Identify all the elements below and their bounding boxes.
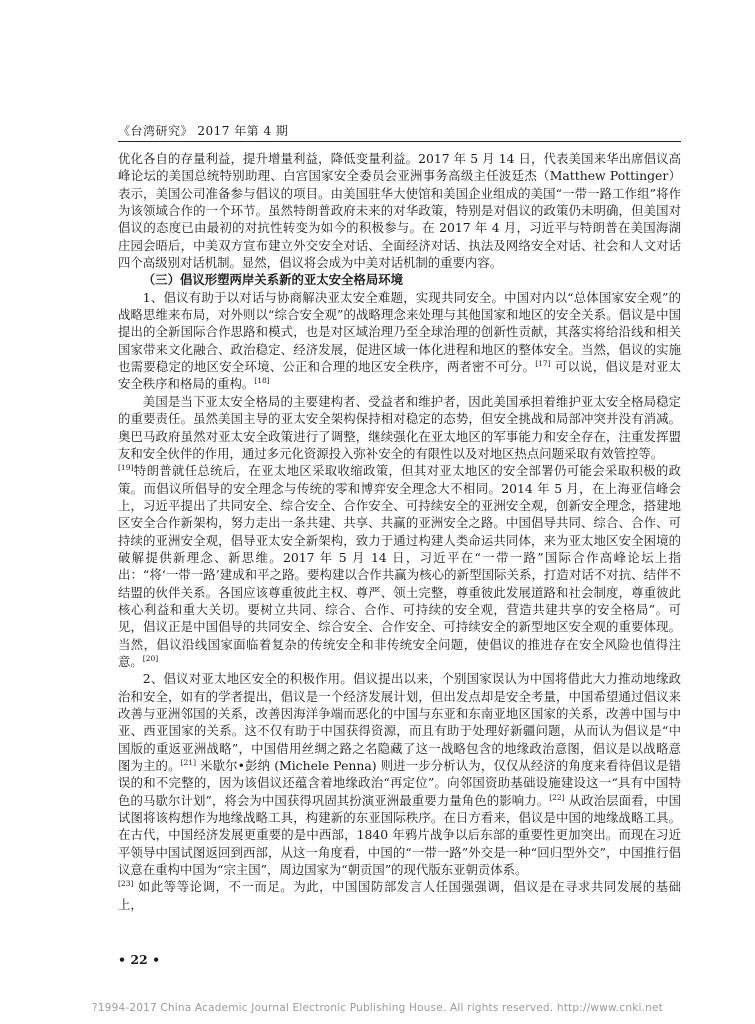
header-rule xyxy=(118,141,681,142)
paragraph-2-tail: 可以说，倡议是对亚太安全秩序和格局的重构。 xyxy=(118,359,681,392)
citation-19: [19] xyxy=(118,463,134,473)
citation-17: [17] xyxy=(535,359,551,368)
section-heading-3: （三）倡议形塑两岸关系新的亚太安全格局环境 xyxy=(142,272,403,288)
journal-header: 《台湾研究》 2017 年第 4 期 xyxy=(118,124,289,138)
paragraph-5-tail2: 从政治层面看，中国试图将该构想作为地缘战略工具，构建新的东亚国际秩序。在日方看来，倡议是中国的地缘战略工具。在古代，中国经济发展更重要的是中西部，1840 年鸦片战争以后东部的重要性更加突出。而现在习近平领导中国试图返回到西部，从这一角度看，中国的“一带一路”外交是一种“回归型外交”，中国推行倡议意在重构中国为“宗主国”，周边国家为“朝贡国”的现代版东亚朝贡体系。 xyxy=(118,792,681,878)
paragraph-4-text: 特朗普就任总统后，在亚太地区采取收缩政策，但其对亚太地区的安全部署仍可能会采取积极的政策。而倡议所倡导的安全理念与传统的零和博弈安全理念大不相同。2014 年 5 月，在上海亚信峰会上，习近平提出了共同安全、综合安全、合作安全、可持续安全的亚洲安全观，创新安全理念，搭建地区安全合作新架构，努力走出一条共建、共享、共赢的亚洲安全之路。中国倡导共同、综合、合作、可持续的亚洲安全观，倡导亚太安全新架构，致力于通过构建人类命运共同体，来为亚太地区安全困境的破解提供新理念、新思维。2017 年 5 月 14 日，习近平在“一带一路”国际合作高峰论坛上指出：“将‘一带一路’建成和平之路。要构建以合作共赢为核心的新型国际关系，打造对话不对抗、结伴不结盟的伙伴关系。各国应该尊重彼此主权、尊严、领土完整，尊重彼此发展道路和社会制度，尊重彼此核心利益和重大关切。要树立共同、综合、合作、可持续的安全观，营造共建共享的安全格局”。可见，倡议正是中国倡导的共同安全、综合安全、合作安全、可持续安全的新型地区安全观的重要体现。当然，倡议沿线国家面临着复杂的传统安全和非传统安全问题，使倡议的推进存在安全风险也值得注意。 xyxy=(118,463,681,669)
article-body xyxy=(118,150,681,913)
paragraph-5 xyxy=(118,670,681,878)
paragraph-6 xyxy=(118,878,681,913)
paragraph-3 xyxy=(118,393,681,462)
citation-22: [22] xyxy=(549,792,565,802)
paragraph-2 xyxy=(118,289,681,393)
paragraph-3-text: 美国是当下亚太安全格局的主要建构者、受益者和维护者，因此美国承担着维护亚太安全格局稳定的重要责任。虽然美国主导的亚太安全架构保持相对稳定的态势，但安全挑战和局部冲突并没有消减。奥巴马政府虽然对亚太安全政策进行了调整，继续强化在亚太地区的军事能力和安全存在，注重发挥盟友和安全伙伴的作用，通过多元化资源投入弥补安全的有限性以及对地区热点问题采取有效管控等。 xyxy=(118,393,681,461)
paragraph-4 xyxy=(118,462,681,670)
citation-21: [21] xyxy=(180,757,197,767)
paragraph-5-text: 2、倡议对亚太地区安全的积极作用。倡议提出以来，个别国家误认为中国将借此大力推动地缘政治和安全，如有的学者提出，倡议是一个经济发展计划，但出发点却是安全考量，中国希望通过倡议来改善与亚洲邻国的关系，改善因海洋争端而恶化的中国与东亚和东南亚地区国家的关系，改善中国与中亚、西亚国家的关系。这不仅有助于中国获得资源，而且有助于处理好新疆问题，从而认为倡议是“中国版的重返亚洲战略”，中国借用丝绸之路之名隐藏了这一战略包含的地缘政治意图，倡议是以战略意图为主的。 xyxy=(118,671,681,774)
citation-23: [23] xyxy=(118,879,134,889)
citation-20: [20] xyxy=(142,653,159,663)
paragraph-1 xyxy=(118,150,681,271)
citation-18: [18] xyxy=(254,376,270,386)
paragraph-5-tail: 米歇尔•彭纳 (Michele Penna) 则进一步分析认为，仅仅从经济的角度来看待倡议是错误的和不完整的，因为该倡议还蕴含着地缘政治“再定位”。向邻国资助基础设施建设这一“具有中国特色的马歇尔计划”，将会为中国获得巩固其扮演亚洲最重要力量角色的影响力。 xyxy=(118,758,682,808)
paragraph-6-text: 如此等等论调，不一而足。为此，中国国防部发言人任国强强调，倡议是在寻求共同发展的基础上， xyxy=(118,879,681,912)
page-number: • 22 • xyxy=(118,952,161,967)
paragraph-1-text: 优化各自的存量利益，提升增量利益，降低变量利益。2017 年 5 月 14 日，代表美国来华出席倡议高峰论坛的美国总统特别助理、白宫国家安全委员会亚洲事务高级主任波廷杰（Matthew Pottinger）表示，美国公司准备参与倡议的项目。由美国驻华大使馆和美国企业组成的美国“一带一路工作组”将作为该领域合作的一个环节。虽然特朗普政府未来的对华政策，特别是对倡议的政策仍未明确，但美国对倡议的态度已由最初的对抗性转变为如今的积极参与。在 2017 年 4 月，习近平与特朗普在美国海湖庄园会晤后，中美双方宣布建立外交安全对话、全面经济对话、执法及网络安全对话、社会和人文对话四个高级别对话机制。显然，倡议将会成为中美对话机制的重要内容。 xyxy=(118,151,681,271)
paragraph-2-text: 1、倡议有助于以对话与协商解决亚太安全难题，实现共同安全。中国对内以“总体国家安全观”的战略思维来布局，对外则以“综合安全观”的战略理念来处理与其他国家和地区的安全关系。倡议是中国提出的全新国际合作思路和模式，也是对区域治理乃至全球治理的创新性贡献，其落实将给沿线和相关国家带来文化融合、政治稳定、经济发展，促进区域一体化进程和地区的整体安全。当然，倡议的实施也需要稳定的地区安全环境、公正和合理的地区安全秩序，两者密不可分。 xyxy=(118,289,681,375)
copyright-footer: ?1994-2017 China Academic Journal Electronic Publishing House. All rights reserved. http://www.cnki.net xyxy=(92,1002,663,1014)
